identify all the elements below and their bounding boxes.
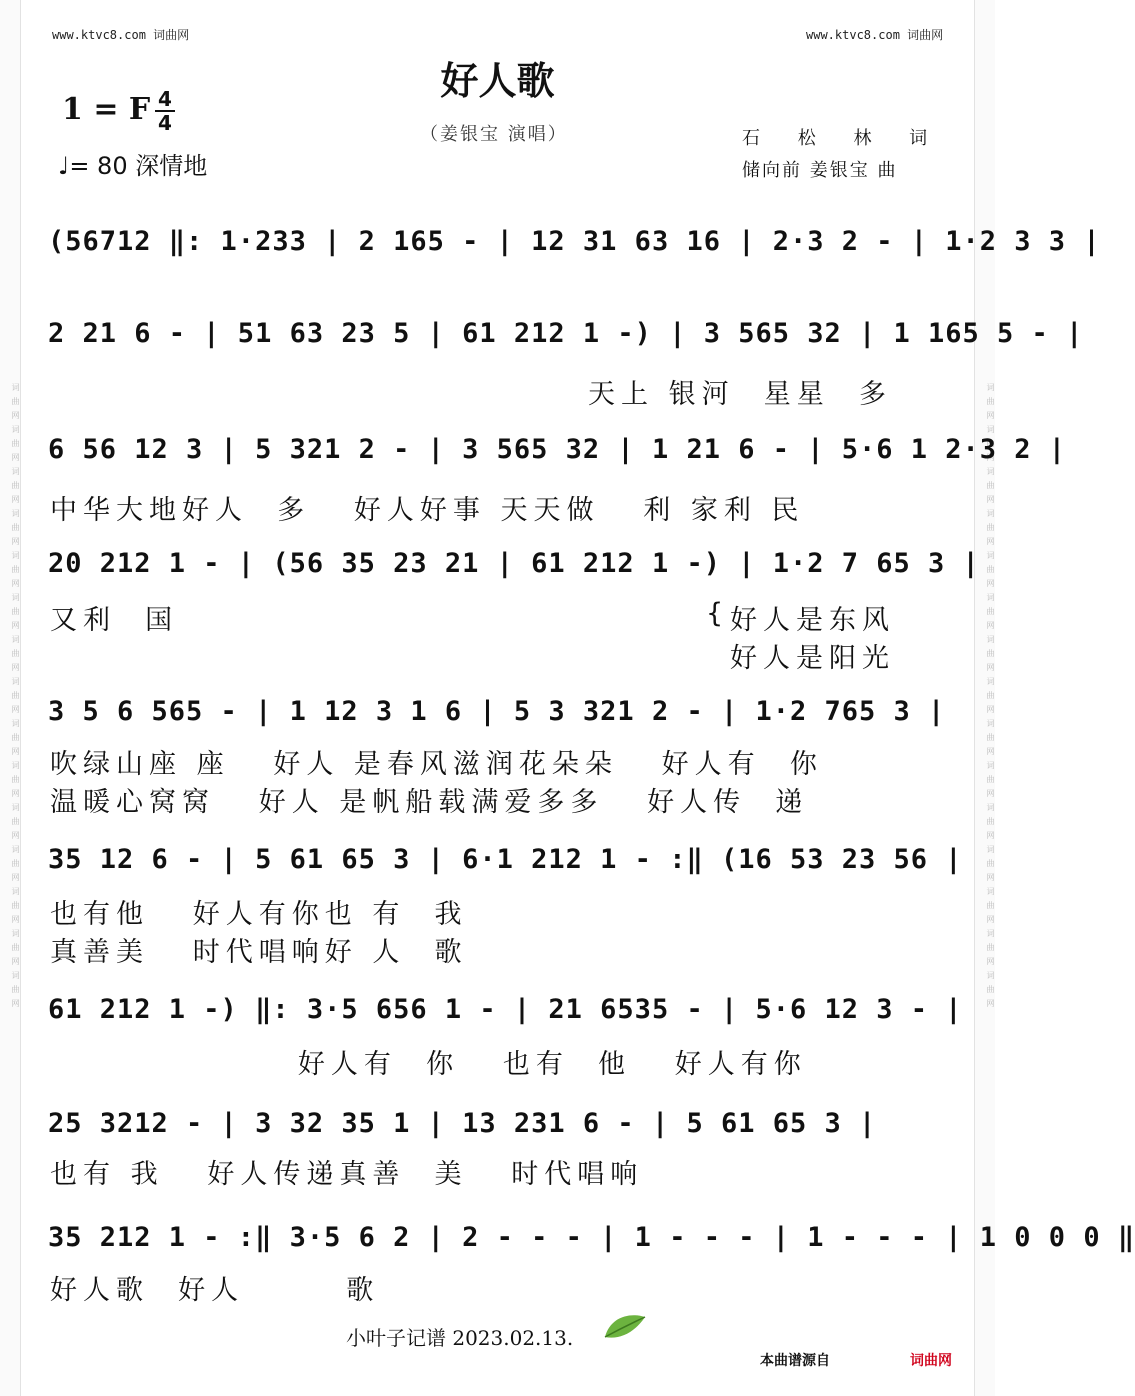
notation-line-3: 6 56 12 3 | 5 321 2 - | 3 565 32 | 1 21 6 - | 5·6 1 2·3 2 | xyxy=(48,434,1067,465)
tempo-marking: ♩= 80 深情地 xyxy=(58,152,208,180)
lyrics-line-5-verse-1: 吹绿山座 座 好人 是春风滋润花朵朵 好人有 你 xyxy=(50,749,823,780)
brand-link[interactable]: 词曲网 xyxy=(910,1353,952,1369)
notation-line-1: (56712 ‖: 1·233 | 2 165 - | 12 31 63 16 | 2·3 2 - | 1·2 3 3 | xyxy=(48,226,1101,257)
lyrics-line-8: 也有 我 好人传递真善 美 时代唱响 xyxy=(50,1159,644,1190)
time-top: 4 xyxy=(158,87,172,111)
song-title: 好人歌 xyxy=(440,59,555,103)
lyrics-line-3: 中华大地好人 多 好人好事 天天做 利 家利 民 xyxy=(50,495,805,526)
lyrics-line-9: 好人歌 好人 歌 xyxy=(50,1275,380,1306)
time-signature xyxy=(155,88,175,134)
lyrics-line-4: 又利 国 xyxy=(50,605,179,636)
left-watermark-strip: 词曲网词曲网词曲网词曲网词曲网词曲网词曲网词曲网词曲网词曲网词曲网词曲网词曲网词曲网词曲网 xyxy=(0,0,21,1396)
lyrics-line-6-verse-2: 真善美 时代唱响好 人 歌 xyxy=(50,937,468,968)
notation-line-8: 25 3212 - | 3 32 35 1 | 13 231 6 - | 5 61 65 3 | xyxy=(48,1108,877,1139)
transcriber-credit: 小叶子记谱 2023.02.13. xyxy=(346,1326,574,1350)
notation-line-6: 35 12 6 - | 5 61 65 3 | 6·1 212 1 - :‖ (16 53 23 56 | xyxy=(48,844,963,875)
composer-credit: 储向前 姜银宝 曲 xyxy=(742,160,898,181)
brace-verse-1: 好人是东风 xyxy=(730,605,895,636)
lyrics-line-2: 天上 银河 星星 多 xyxy=(588,379,892,410)
site-url-left: www.ktvc8.com 词曲网 xyxy=(52,28,190,42)
brace-verse-2: 好人是阳光 xyxy=(730,643,895,674)
notation-line-4: 20 212 1 - | (56 35 23 21 | 61 212 1 -) | 1·2 7 65 3 | xyxy=(48,548,980,579)
time-bottom: 4 xyxy=(158,111,172,135)
lyrics-line-5-verse-2: 温暖心窝窝 好人 是帆船载满爱多多 好人传 递 xyxy=(50,787,809,818)
source-label: 本曲谱源自 xyxy=(760,1353,830,1369)
lyrics-line-7: 好人有 你 也有 他 好人有你 xyxy=(50,1049,807,1080)
notation-line-7: 61 212 1 -) ‖: 3·5 656 1 - | 21 6535 - | 5·6 12 3 - | xyxy=(48,994,963,1025)
notation-line-2: 2 21 6 - | 51 63 23 5 | 61 212 1 -) | 3 565 32 | 1 165 5 - | xyxy=(48,318,1084,349)
notation-line-9: 35 212 1 - :‖ 3·5 6 2 | 2 - - - | 1 - - - | 1 - - - | 1 0 0 0 ‖ xyxy=(48,1222,1135,1253)
singer-credit: （姜银宝 演唱） xyxy=(420,124,568,145)
lyrics-line-6-verse-1: 也有他 好人有你也 有 我 xyxy=(50,899,468,930)
leaf-icon xyxy=(600,1312,650,1342)
lyricist-credit: 石 松 林 词 xyxy=(742,128,944,149)
site-url-right: www.ktvc8.com 词曲网 xyxy=(806,28,944,42)
verse-brace: { xyxy=(706,598,724,629)
notation-line-5: 3 5 6 565 - | 1 12 3 1 6 | 5 3 321 2 - | 1·2 765 3 | xyxy=(48,696,946,727)
right-watermark-strip: 词曲网词曲网词曲网词曲网词曲网词曲网词曲网词曲网词曲网词曲网词曲网词曲网词曲网词曲网词曲网 xyxy=(974,0,995,1396)
key-signature: 1 = F xyxy=(62,92,151,127)
